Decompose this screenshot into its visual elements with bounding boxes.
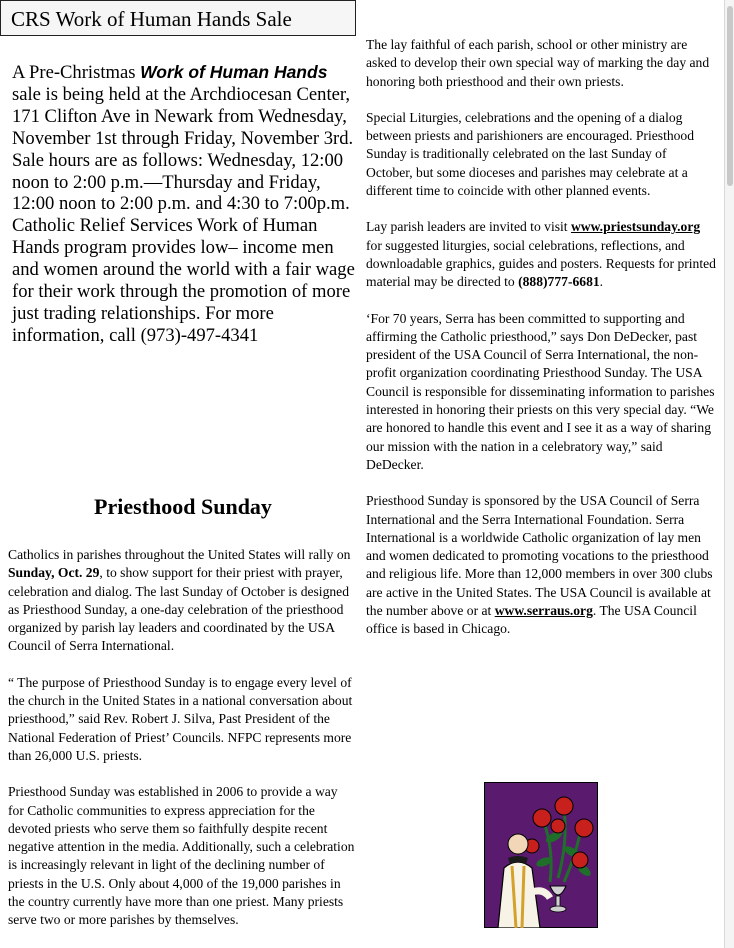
serraus-link[interactable]: www.serraus.org	[494, 603, 593, 619]
text: .	[599, 274, 604, 290]
text: for suggested liturgies, social celebrations, reflections, and downloadable graphics, guides and posters. Requests for printed material may be directed to	[366, 237, 716, 290]
paragraph: Priesthood Sunday was established in 2006 to provide a way for Catholic communities to express appreciation for the devoted priests who serve them so faithfully despite recent negative attention in the media. Additionally, such a celebration is increasingly relevant in light of the declining number of priests in the U.S. Only about 4,000 of the 19,000 parishes in the country currently have more than one priest. Many priests serve two or more parishes by themselves.	[8, 784, 355, 928]
text: . The USA Council office is based in Chicago.	[366, 603, 697, 637]
paragraph: “ The purpose of Priesthood Sunday is to engage every level of the church in the United States in a national conversation about priesthood,” said Rev. Robert J. Silva, Past President of the National Federation of Priest’ Councils. NFPC represents more than 26,000 U.S. priests.	[8, 674, 353, 763]
priesthood-article-right	[366, 8, 716, 657]
crs-article	[12, 62, 358, 347]
priesthood-article-left	[8, 546, 356, 948]
crs-intro: A Pre-Christmas	[12, 62, 141, 83]
paragraph	[366, 218, 716, 291]
crs-body-text: sale is being held at the Archdiocesan Center, 171 Clifton Ave in Newark from Wednesday, November 1st through Friday, November 3rd. Sale hours are as follows: Wednesday, 12:00 noon to 2:00 p.m.—Thursday and Friday, 12:00 noon to 2:00 p.m. and 4:30 to 7:00p.m. Catholic Relief Services Work of Human Hands program provides low– income men and women around the world with a fair wage for their work through the promotion of more just trading relationships. For more information, call (973)-497-4341	[12, 83, 355, 346]
crs-title: CRS Work of Human Hands Sale	[0, 0, 356, 36]
text: Lay parish leaders are invited to visit	[366, 219, 571, 235]
paragraph	[8, 546, 356, 656]
paragraph: ‘For 70 years, Serra has been committed to supporting and affirming the Catholic priesthood,” says Don DeDecker, past president of the USA Council of Serra International, the non-profit organization coordinating Priesthood Sunday. The USA Council is responsible for disseminating information to parishes interested in honoring their priests on this very special day. “We are honored to handle this event and I see it as a way of sharing our mission with the nation in a celebratory way,” said DeDecker.	[366, 310, 715, 472]
text: Catholics in parishes throughout the United States will rally on	[8, 547, 351, 562]
scrollbar-thumb[interactable]	[727, 6, 733, 186]
priest-illustration-icon	[484, 782, 598, 928]
event-date: Sunday, Oct. 29	[8, 565, 100, 581]
paragraph: The lay faithful of each parish, school or other ministry are asked to develop their own special way of marking the day and honoring both priesthood and their own priests.	[366, 37, 710, 89]
paragraph: Special Liturgies, celebrations and the opening of a dialog between priests and parishioners are encouraged. Priesthood Sunday is traditionally celebrated on the last Sunday of October, but some dioceses and parishes may celebrate at a different time to coincide with other planned events.	[366, 109, 695, 199]
text: , to show support for their priest with prayer, celebration and dialog. The last Sunday of October is designed as Priesthood Sunday, a one-day celebration of the priesthood organized by parish lay leaders and coordinated by the USA Council of Serra International.	[8, 565, 350, 654]
scrollbar[interactable]	[724, 0, 734, 948]
crs-highlight: Work of Human Hands	[140, 62, 328, 82]
phone-number: (888)777-6681	[518, 274, 600, 290]
left-column	[0, 0, 362, 948]
paragraph	[366, 492, 716, 638]
text: Priesthood Sunday is sponsored by the USA Council of Serra International and the Serra International Foundation. Serra International is a worldwide Catholic organization of lay men and women dedicated to promoting vocations to the priesthood and religious life. More than 12,000 members in over 300 clubs are active in the United States. The USA Council is available at the number above or at	[366, 493, 713, 619]
priestsunday-link[interactable]: www.priestsunday.org	[570, 219, 701, 235]
priesthood-heading: Priesthood Sunday	[94, 494, 272, 519]
